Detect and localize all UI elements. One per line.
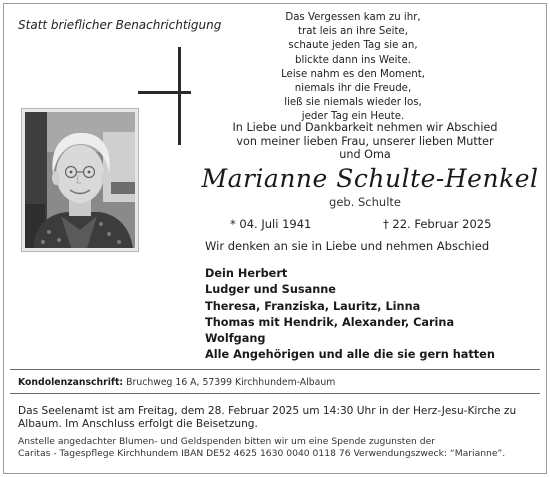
condolence-address bbox=[18, 377, 335, 388]
intro-line: In Liebe und Dankbarkeit nehmen wir Abschied bbox=[232, 121, 498, 134]
mourner-line: Alle Angehörigen und alle die sie gern hatten bbox=[205, 348, 495, 362]
poem-line: Das Vergessen kam zu ihr, bbox=[285, 12, 421, 23]
donation-info bbox=[18, 436, 538, 461]
poem-line: schaute jeden Tag sie an, bbox=[288, 40, 418, 52]
portrait-photo bbox=[25, 112, 135, 248]
cross-icon bbox=[138, 47, 191, 145]
poem bbox=[253, 11, 453, 125]
mourners-list bbox=[205, 266, 495, 364]
address-value: Bruchweg 16 A, 57399 Kirchhundem-Albaum bbox=[126, 377, 336, 388]
mourner-line: Theresa, Franziska, Lauritz, Linna bbox=[205, 299, 421, 313]
poem-line: jeder Tag ein Heute. bbox=[301, 111, 405, 123]
poem-line: blickte dann ins Weite. bbox=[295, 54, 411, 66]
service-info bbox=[18, 405, 538, 431]
poem-line: Leise nahm es den Moment, bbox=[281, 68, 425, 80]
divider bbox=[10, 369, 540, 370]
maiden-name: geb. Schulte bbox=[329, 195, 401, 209]
mourner-line: Ludger und Susanne bbox=[205, 283, 336, 297]
intro-line: von meiner lieben Frau, unserer lieben Mutter bbox=[236, 134, 494, 148]
mourner-line: Wolfgang bbox=[205, 332, 266, 346]
mourner-line: Dein Herbert bbox=[205, 267, 288, 280]
death-date: † 22. Februar 2025 bbox=[383, 217, 492, 231]
deceased-name: Marianne Schulte-Henkel bbox=[201, 164, 539, 193]
service-line: Albaum. Im Anschluss erfolgt die Beisetzung. bbox=[18, 418, 258, 430]
poem-line: ließ sie niemals wieder los, bbox=[284, 97, 422, 109]
remembrance-statement: Wir denken an sie in Liebe und nehmen Abschied bbox=[205, 239, 490, 253]
farewell-intro bbox=[200, 121, 530, 162]
donation-line: Caritas - Tagespflege Kirchhundem IBAN DE52 4625 1630 0040 0118 76 Verwendungszweck: “Marianne”. bbox=[18, 448, 506, 460]
address-label: Kondolenzanschrift: bbox=[18, 377, 124, 388]
birth-date: * 04. Juli 1941 bbox=[230, 217, 312, 231]
notice-heading: Statt brieflicher Benachrichtigung bbox=[18, 18, 222, 32]
donation-line: Anstelle angedachter Blumen- und Geldspenden bitten wir um eine Spende zugunsten der bbox=[18, 436, 436, 447]
poem-line: niemals ihr die Freude, bbox=[294, 83, 412, 95]
service-line: Das Seelenamt ist am Freitag, dem 28. Februar 2025 um 14:30 Uhr in der Herz-Jesu-Kirche zu bbox=[18, 405, 517, 417]
portrait-frame bbox=[21, 108, 139, 252]
divider bbox=[10, 393, 540, 394]
mourner-line: Thomas mit Hendrik, Alexander, Carina bbox=[205, 315, 455, 329]
intro-line: und Oma bbox=[339, 148, 391, 161]
poem-line: trat leis an ihre Seite, bbox=[298, 26, 408, 38]
